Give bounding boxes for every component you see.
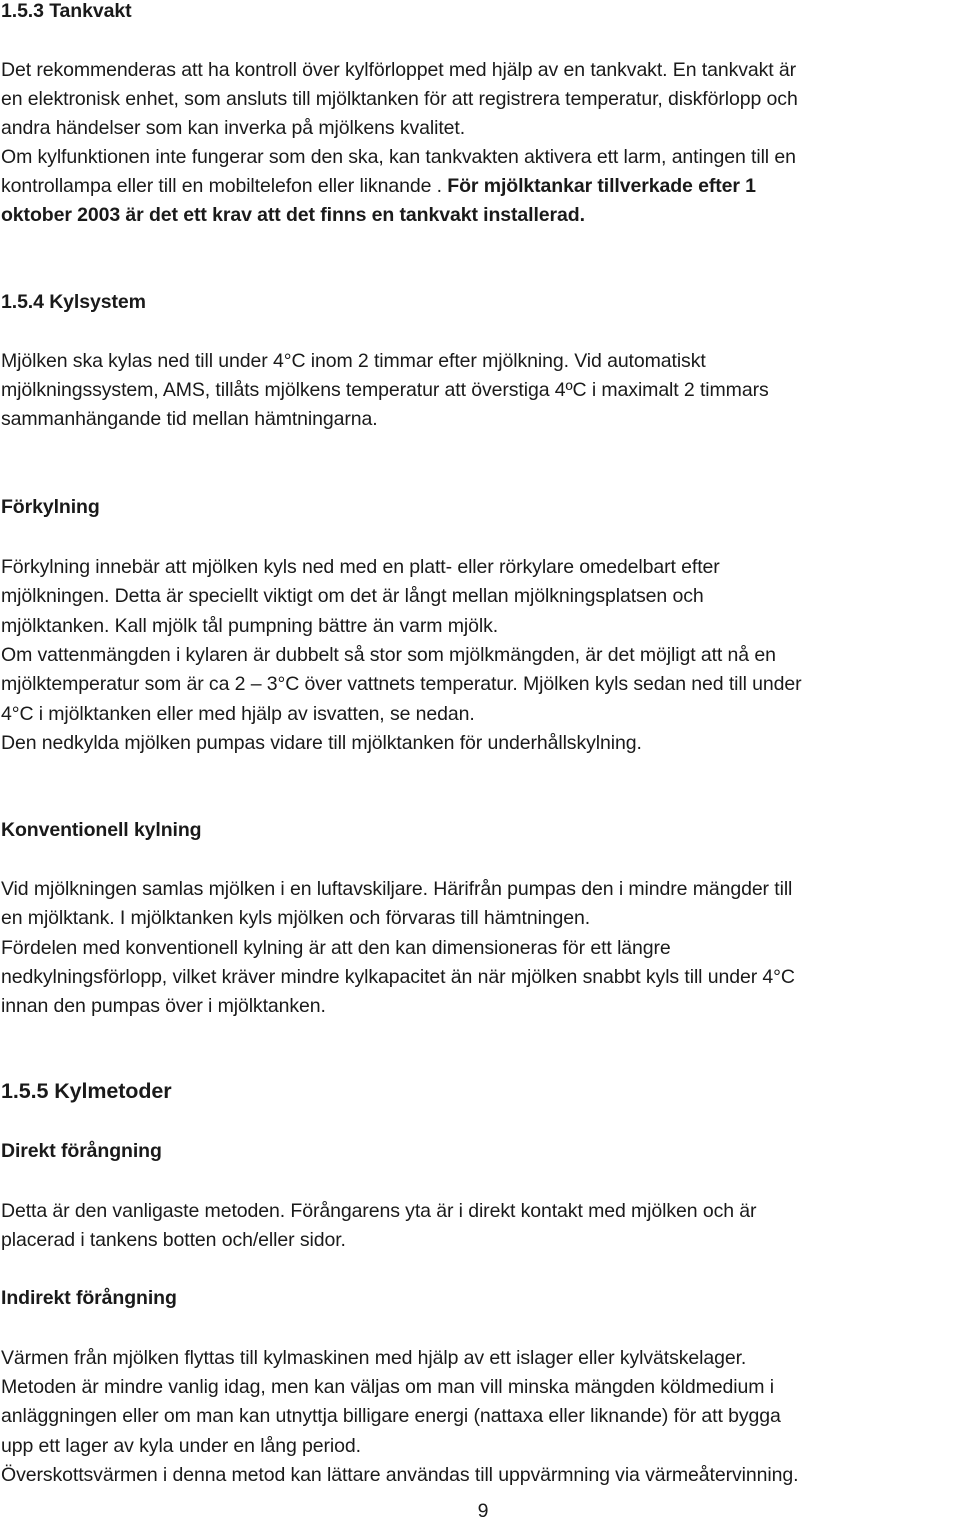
paragraph-line: innan den pumpas över i mjölktanken. bbox=[1, 995, 326, 1017]
subheading-indirekt-forangning: Indirekt förångning bbox=[1, 1287, 177, 1309]
paragraph-line: 4°C i mjölktanken eller med hjälp av isvatten, se nedan. bbox=[1, 703, 475, 725]
subheading-konventionell-kylning: Konventionell kylning bbox=[1, 819, 202, 841]
paragraph-line: Mjölken ska kylas ned till under 4°C inom 2 timmar efter mjölkning. Vid automatiskt bbox=[1, 350, 706, 372]
paragraph-line: Värmen från mjölken flyttas till kylmaskinen med hjälp av ett islager eller kylvätskelager. bbox=[1, 1347, 747, 1369]
paragraph-line: Vid mjölkningen samlas mjölken i en luftavskiljare. Härifrån pumpas den i mindre mängder till bbox=[1, 878, 793, 900]
paragraph-line: upp ett lager av kyla under en lång period. bbox=[1, 1435, 361, 1457]
paragraph-line: andra händelser som kan inverka på mjölkens kvalitet. bbox=[1, 117, 466, 139]
section-heading-kylmetoder: 1.5.5 Kylmetoder bbox=[1, 1079, 172, 1103]
paragraph-line: Om vattenmängden i kylaren är dubbelt så stor som mjölkmängden, är det möjligt att nå en bbox=[1, 644, 776, 666]
subheading-direkt-forangning: Direkt förångning bbox=[1, 1140, 162, 1162]
requirement-text-bold: För mjölktankar tillverkade efter 1 bbox=[447, 175, 756, 197]
section-heading-tankvakt: 1.5.3 Tankvakt bbox=[1, 0, 132, 22]
paragraph-line: Detta är den vanligaste metoden. Förångarens yta är i direkt kontakt med mjölken och är bbox=[1, 1200, 757, 1222]
paragraph-line: Förkylning innebär att mjölken kyls ned med en platt- eller rörkylare omedelbart efter bbox=[1, 556, 720, 578]
paragraph-line: Metoden är mindre vanlig idag, men kan väljas om man vill minska mängden köldmedium i bbox=[1, 1376, 774, 1398]
paragraph-line: mjölktanken. Kall mjölk tål pumpning bättre än varm mjölk. bbox=[1, 615, 499, 637]
section-heading-kylsystem: 1.5.4 Kylsystem bbox=[1, 291, 146, 313]
paragraph-line: en elektronisk enhet, som ansluts till mjölktanken för att registrera temperatur, diskförlopp och bbox=[1, 88, 798, 110]
paragraph-line: Om kylfunktionen inte fungerar som den ska, kan tankvakten aktivera ett larm, antingen till en bbox=[1, 146, 796, 168]
paragraph-line-mixed bbox=[1, 174, 756, 198]
subheading-forkylning: Förkylning bbox=[1, 496, 100, 518]
paragraph-line: Fördelen med konventionell kylning är att den kan dimensioneras för ett längre bbox=[1, 937, 671, 959]
requirement-text-bold: oktober 2003 är det ett krav att det finns en tankvakt installerad. bbox=[1, 204, 585, 226]
page-number: 9 bbox=[477, 1500, 489, 1522]
paragraph-line: en mjölktank. I mjölktanken kyls mjölken och förvaras till hämtningen. bbox=[1, 907, 591, 929]
paragraph-line: Överskottsvärmen i denna metod kan lättare användas till uppvärmning via värmeåtervinning. bbox=[1, 1464, 799, 1486]
paragraph-line: placerad i tankens botten och/eller sidor. bbox=[1, 1229, 346, 1251]
paragraph-line: Det rekommenderas att ha kontroll över kylförloppet med hjälp av en tankvakt. En tankvakt är bbox=[1, 59, 797, 81]
paragraph-line: sammanhängande tid mellan hämtningarna. bbox=[1, 408, 378, 430]
paragraph-line: Den nedkylda mjölken pumpas vidare till mjölktanken för underhållskylning. bbox=[1, 732, 642, 754]
paragraph-line: nedkylningsförlopp, vilket kräver mindre kylkapacitet än när mjölken snabbt kyls till under 4°C bbox=[1, 966, 795, 988]
paragraph-line: anläggningen eller om man kan utnyttja billigare energi (nattaxa eller liknande) för att bygga bbox=[1, 1405, 781, 1427]
paragraph-line: mjölkningen. Detta är speciellt viktigt om det är långt mellan mjölkningsplatsen och bbox=[1, 585, 704, 607]
paragraph-text: kontrollampa eller till en mobiltelefon eller liknande . bbox=[1, 175, 448, 197]
paragraph-line: mjölktemperatur som är ca 2 – 3°C över vattnets temperatur. Mjölken kyls sedan ned till under bbox=[1, 673, 802, 695]
paragraph-line: mjölkningssystem, AMS, tillåts mjölkens temperatur att överstiga 4ºC i maximalt 2 timmars bbox=[1, 379, 769, 401]
